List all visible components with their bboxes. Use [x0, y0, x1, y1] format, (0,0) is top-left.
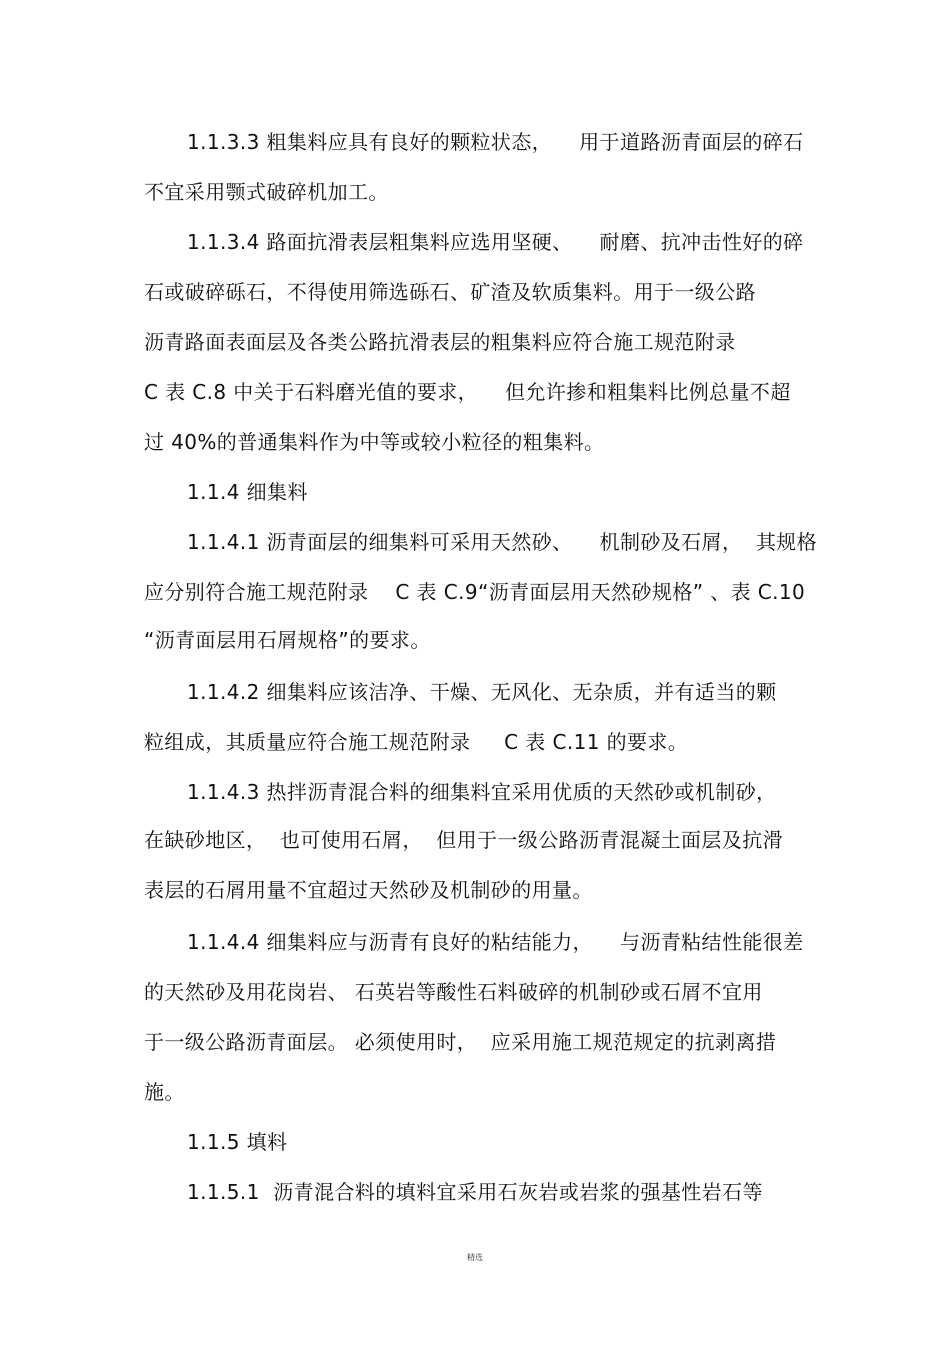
text-line-6: C 表 C.8 中关于石料磨光值的要求， 但允许掺和粗集料比例总量不超 — [144, 380, 791, 404]
text-line-15: 在缺砂地区， 也可使用石屑， 但用于一级公路沥青混凝土面层及抗滑 — [144, 828, 784, 852]
text-line-14: 1.1.4.3 热拌沥青混合料的细集料宜采用优质的天然砂或机制砂， — [187, 780, 777, 804]
text-line-3: 1.1.3.4 路面抗滑表层粗集料应选用坚硬、 耐磨、抗冲击性好的碎 — [187, 230, 804, 254]
text-line-9: 1.1.4.1 沥青面层的细集料可采用天然砂、 机制砂及石屑， 其规格 — [187, 530, 818, 554]
text-line-5: 沥青路面表面层及各类公路抗滑表层的粗集料应符合施工规范附录 — [144, 330, 736, 354]
section-heading-filler: 1.1.5 填料 — [187, 1130, 288, 1154]
text-line-4: 石或破碎砾石，不得使用筛选砾石、矿渣及软质集料。用于一级公路 — [144, 280, 756, 304]
text-line-20: 施。 — [144, 1080, 185, 1104]
text-line-13: 粒组成，其质量应符合施工规范附录 C 表 C.11 的要求。 — [144, 730, 689, 754]
text-line-19: 于一级公路沥青面层。 必须使用时， 应采用施工规范规定的抗剥离措 — [144, 1030, 777, 1054]
text-line-12: 1.1.4.2 细集料应该洁净、干燥、无风化、无杂质，并有适当的颗 — [187, 680, 777, 704]
text-line-7: 过 40%的普通集料作为中等或较小粒径的粗集料。 — [144, 430, 605, 454]
text-line-11: “沥青面层用石屑规格”的要求。 — [144, 628, 431, 652]
text-line-22: 1.1.5.1 沥青混合料的填料宜采用石灰岩或岩浆的强基性岩石等 — [187, 1180, 763, 1204]
section-heading-fine-aggregate: 1.1.4 细集料 — [187, 480, 308, 504]
text-line-18: 的天然砂及用花岗岩、 石英岩等酸性石料破碎的机制砂或石屑不宜用 — [144, 980, 763, 1004]
page-footer: 精选 — [467, 1253, 483, 1262]
text-line-17: 1.1.4.4 细集料应与沥青有良好的粘结能力， 与沥青粘结性能很差 — [187, 930, 804, 954]
text-line-10: 应分别符合施工规范附录 C 表 C.9“沥青面层用天然砂规格” 、表 C.10 — [144, 580, 806, 604]
text-line-1: 1.1.3.3 粗集料应具有良好的颗粒状态， 用于道路沥青面层的碎石 — [187, 130, 804, 154]
text-line-16: 表层的石屑用量不宜超过天然砂及机制砂的用量。 — [144, 878, 593, 902]
text-line-2: 不宜采用颚式破碎机加工。 — [144, 180, 389, 204]
